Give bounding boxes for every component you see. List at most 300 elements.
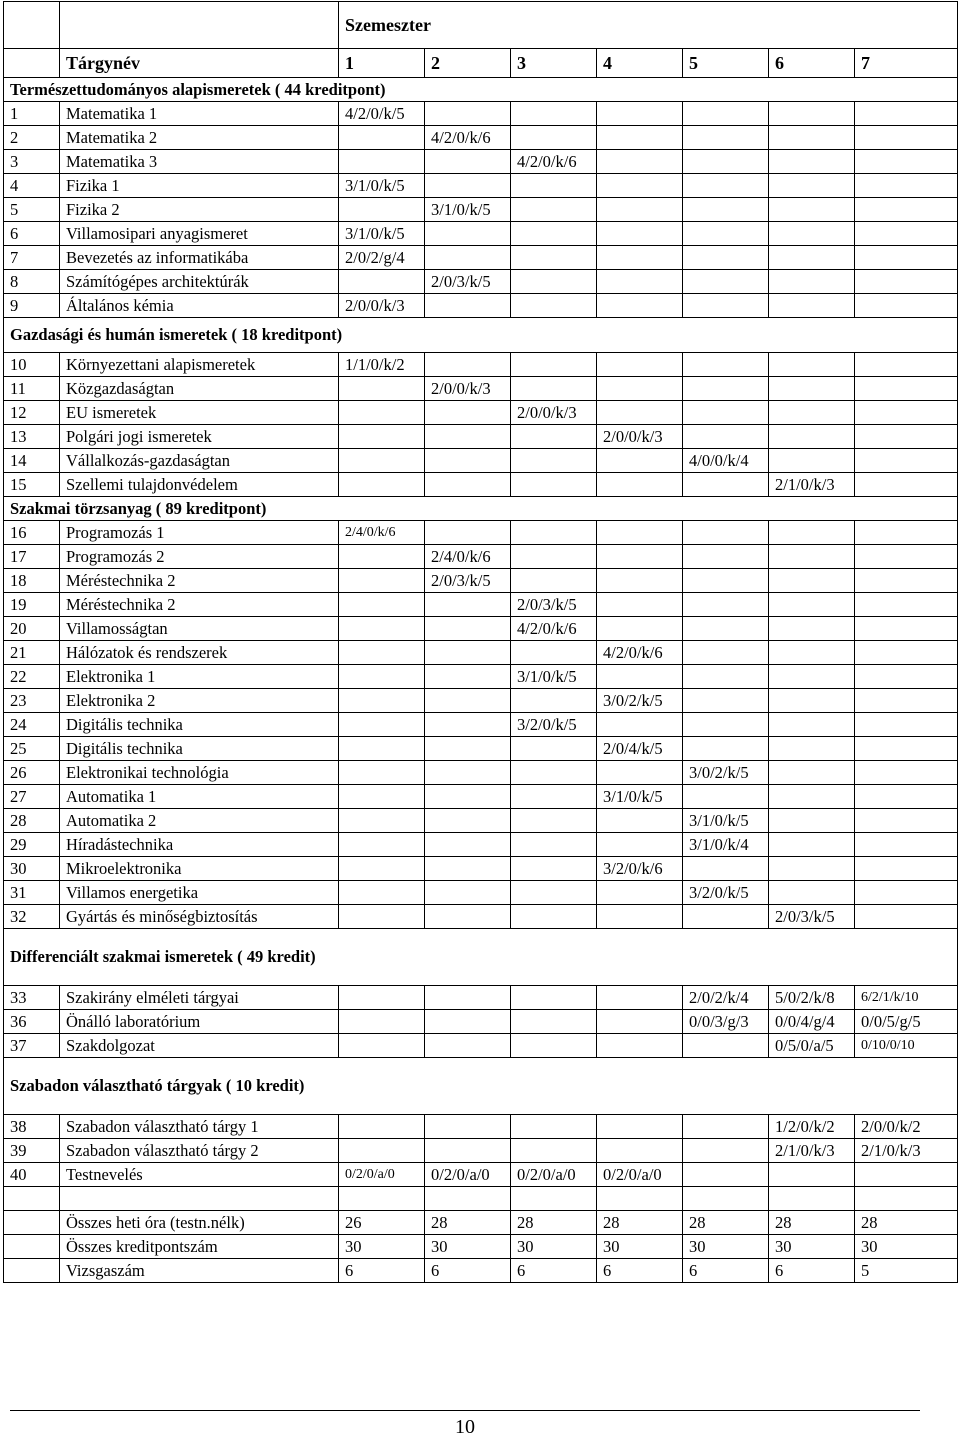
semester-7-cell — [855, 473, 958, 497]
semester-caption: Szemeszter — [339, 2, 958, 49]
semester-7-cell — [855, 737, 958, 761]
semester-1-cell — [339, 785, 425, 809]
semester-4-cell — [597, 377, 683, 401]
row-number: 9 — [4, 294, 60, 318]
totals-no-cell — [4, 1259, 60, 1283]
table-row — [4, 377, 958, 401]
semester-3-cell — [511, 986, 597, 1010]
semester-4-cell — [597, 833, 683, 857]
semester-4-cell — [597, 198, 683, 222]
totals-row — [4, 1259, 958, 1283]
semester-4-cell — [597, 809, 683, 833]
totals-semester-2-cell: 28 — [425, 1211, 511, 1235]
table-row — [4, 1115, 958, 1139]
semester-6-cell — [769, 689, 855, 713]
semester-1-cell — [339, 833, 425, 857]
table-row — [4, 986, 958, 1010]
subject-name: Automatika 2 — [60, 809, 339, 833]
semester-1-cell — [339, 761, 425, 785]
subject-name: Szabadon választható tárgy 2 — [60, 1139, 339, 1163]
row-number: 11 — [4, 377, 60, 401]
semester-3-cell: 3/1/0/k/5 — [511, 665, 597, 689]
row-number: 21 — [4, 641, 60, 665]
row-number: 24 — [4, 713, 60, 737]
totals-semester-2-cell: 30 — [425, 1235, 511, 1259]
header-row-semester — [4, 2, 958, 49]
semester-6-cell — [769, 449, 855, 473]
totals-semester-4-cell: 30 — [597, 1235, 683, 1259]
subject-name: Gyártás és minőségbiztosítás — [60, 905, 339, 929]
semester-1-cell — [339, 198, 425, 222]
row-number: 20 — [4, 617, 60, 641]
semester-4-cell — [597, 270, 683, 294]
semester-5-header: 5 — [683, 49, 769, 78]
semester-7-cell — [855, 761, 958, 785]
subject-name: Szellemi tulajdonvédelem — [60, 473, 339, 497]
semester-2-cell — [425, 809, 511, 833]
subject-name: Matematika 1 — [60, 102, 339, 126]
semester-6-cell — [769, 270, 855, 294]
row-number: 28 — [4, 809, 60, 833]
semester-7-cell — [855, 377, 958, 401]
semester-5-cell — [683, 294, 769, 318]
table-row — [4, 833, 958, 857]
semester-4-cell — [597, 593, 683, 617]
semester-2-cell — [425, 1034, 511, 1058]
row-number: 18 — [4, 569, 60, 593]
spacer-cell — [597, 1187, 683, 1211]
row-number: 5 — [4, 198, 60, 222]
semester-5-cell — [683, 1115, 769, 1139]
semester-7-cell — [855, 857, 958, 881]
semester-5-cell — [683, 905, 769, 929]
semester-3-cell — [511, 425, 597, 449]
semester-5-cell: 2/0/2/k/4 — [683, 986, 769, 1010]
semester-4-cell — [597, 521, 683, 545]
spacer-cell — [339, 1187, 425, 1211]
semester-3-cell — [511, 569, 597, 593]
semester-1-cell — [339, 1034, 425, 1058]
semester-4-cell — [597, 1139, 683, 1163]
semester-5-cell — [683, 473, 769, 497]
table-row — [4, 449, 958, 473]
semester-3-cell — [511, 353, 597, 377]
subject-name: Környezettani alapismeretek — [60, 353, 339, 377]
table-row — [4, 881, 958, 905]
semester-4-cell — [597, 126, 683, 150]
row-number: 36 — [4, 1010, 60, 1034]
semester-6-cell — [769, 809, 855, 833]
section-title: Természettudományos alapismeretek ( 44 kreditpont) — [4, 78, 958, 102]
semester-7-cell — [855, 665, 958, 689]
semester-5-cell — [683, 593, 769, 617]
semester-5-cell — [683, 713, 769, 737]
semester-6-cell — [769, 1163, 855, 1187]
semester-4-cell — [597, 569, 683, 593]
semester-5-cell: 3/2/0/k/5 — [683, 881, 769, 905]
semester-3-cell — [511, 449, 597, 473]
totals-semester-7-cell: 30 — [855, 1235, 958, 1259]
semester-3-cell: 3/2/0/k/5 — [511, 713, 597, 737]
subject-name: Fizika 1 — [60, 174, 339, 198]
semester-3-cell — [511, 809, 597, 833]
semester-6-cell — [769, 569, 855, 593]
subject-name: Önálló laboratórium — [60, 1010, 339, 1034]
semester-5-cell — [683, 174, 769, 198]
semester-5-cell — [683, 521, 769, 545]
semester-5-cell: 4/0/0/k/4 — [683, 449, 769, 473]
semester-4-cell — [597, 545, 683, 569]
semester-5-cell — [683, 785, 769, 809]
semester-1-cell — [339, 449, 425, 473]
semester-7-cell — [855, 833, 958, 857]
semester-2-cell — [425, 593, 511, 617]
semester-2-cell — [425, 246, 511, 270]
semester-5-cell — [683, 198, 769, 222]
semester-7-cell — [855, 174, 958, 198]
totals-no-cell — [4, 1211, 60, 1235]
table-row — [4, 761, 958, 785]
semester-3-cell — [511, 857, 597, 881]
semester-4-cell — [597, 881, 683, 905]
row-number: 22 — [4, 665, 60, 689]
table-row — [4, 174, 958, 198]
semester-6-cell — [769, 222, 855, 246]
semester-5-cell — [683, 617, 769, 641]
table-row — [4, 665, 958, 689]
semester-6-cell — [769, 150, 855, 174]
semester-2-cell — [425, 521, 511, 545]
row-number: 10 — [4, 353, 60, 377]
semester-1-cell: 3/1/0/k/5 — [339, 222, 425, 246]
semester-1-cell — [339, 986, 425, 1010]
semester-5-cell — [683, 689, 769, 713]
totals-semester-5-cell: 6 — [683, 1259, 769, 1283]
semester-2-cell — [425, 761, 511, 785]
table-row — [4, 785, 958, 809]
subject-name: Matematika 2 — [60, 126, 339, 150]
semester-7-cell — [855, 449, 958, 473]
semester-6-cell — [769, 857, 855, 881]
semester-2-cell — [425, 905, 511, 929]
row-number: 12 — [4, 401, 60, 425]
semester-3-cell — [511, 198, 597, 222]
footer-rule — [10, 1410, 920, 1411]
semester-3-cell — [511, 126, 597, 150]
semester-1-cell — [339, 1115, 425, 1139]
semester-6-cell — [769, 377, 855, 401]
semester-4-cell — [597, 905, 683, 929]
semester-4-cell — [597, 986, 683, 1010]
semester-4-cell — [597, 246, 683, 270]
semester-3-cell — [511, 102, 597, 126]
totals-semester-4-cell: 6 — [597, 1259, 683, 1283]
semester-2-cell — [425, 1010, 511, 1034]
semester-5-cell: 3/1/0/k/4 — [683, 833, 769, 857]
semester-3-cell: 2/0/3/k/5 — [511, 593, 597, 617]
spacer-cell — [769, 1187, 855, 1211]
spacer-cell — [4, 1187, 60, 1211]
row-number: 31 — [4, 881, 60, 905]
semester-1-cell — [339, 425, 425, 449]
semester-5-cell — [683, 401, 769, 425]
semester-4-cell — [597, 617, 683, 641]
semester-4-cell — [597, 174, 683, 198]
table-row — [4, 737, 958, 761]
subject-name: Mikroelektronika — [60, 857, 339, 881]
section-header-row — [4, 497, 958, 521]
semester-7-cell — [855, 785, 958, 809]
semester-2-cell — [425, 833, 511, 857]
totals-semester-6-cell: 6 — [769, 1259, 855, 1283]
subject-name: Hálózatok és rendszerek — [60, 641, 339, 665]
semester-2-cell: 2/0/0/k/3 — [425, 377, 511, 401]
subject-name: Híradástechnika — [60, 833, 339, 857]
semester-6-cell: 2/1/0/k/3 — [769, 473, 855, 497]
row-number: 2 — [4, 126, 60, 150]
semester-5-cell — [683, 102, 769, 126]
semester-7-cell — [855, 353, 958, 377]
semester-4-cell: 2/0/0/k/3 — [597, 425, 683, 449]
page-number: 10 — [455, 1416, 475, 1438]
semester-5-cell — [683, 377, 769, 401]
semester-1-cell: 2/0/2/g/4 — [339, 246, 425, 270]
semester-6-cell — [769, 246, 855, 270]
totals-semester-6-cell: 28 — [769, 1211, 855, 1235]
section-title: Differenciált szakmai ismeretek ( 49 kredit) — [4, 929, 958, 986]
semester-4-header: 4 — [597, 49, 683, 78]
semester-1-cell — [339, 270, 425, 294]
semester-2-cell — [425, 785, 511, 809]
row-number: 13 — [4, 425, 60, 449]
semester-7-cell — [855, 270, 958, 294]
semester-3-cell — [511, 1115, 597, 1139]
spacer-cell — [683, 1187, 769, 1211]
subject-name: Szakirány elméleti tárgyai — [60, 986, 339, 1010]
semester-5-cell — [683, 1139, 769, 1163]
table-row — [4, 617, 958, 641]
row-number: 6 — [4, 222, 60, 246]
table-row — [4, 593, 958, 617]
table-row — [4, 1163, 958, 1187]
semester-2-cell — [425, 425, 511, 449]
semester-6-cell — [769, 665, 855, 689]
table-row — [4, 198, 958, 222]
semester-7-cell — [855, 150, 958, 174]
semester-6-cell: 0/5/0/a/5 — [769, 1034, 855, 1058]
semester-1-cell — [339, 665, 425, 689]
semester-7-cell — [855, 126, 958, 150]
semester-1-cell — [339, 617, 425, 641]
semester-3-cell — [511, 377, 597, 401]
row-number: 26 — [4, 761, 60, 785]
table-row — [4, 1139, 958, 1163]
totals-semester-7-cell: 5 — [855, 1259, 958, 1283]
totals-semester-5-cell: 30 — [683, 1235, 769, 1259]
table-row — [4, 905, 958, 929]
totals-semester-5-cell: 28 — [683, 1211, 769, 1235]
semester-2-cell: 2/0/3/k/5 — [425, 569, 511, 593]
semester-4-cell — [597, 102, 683, 126]
semester-7-header: 7 — [855, 49, 958, 78]
semester-3-cell — [511, 833, 597, 857]
semester-4-cell — [597, 713, 683, 737]
semester-2-cell — [425, 881, 511, 905]
semester-6-cell — [769, 617, 855, 641]
subject-name: Elektronika 2 — [60, 689, 339, 713]
table-row — [4, 270, 958, 294]
semester-6-header: 6 — [769, 49, 855, 78]
subject-name: Villamosságtan — [60, 617, 339, 641]
semester-6-cell: 5/0/2/k/8 — [769, 986, 855, 1010]
semester-6-cell — [769, 102, 855, 126]
table-row — [4, 1034, 958, 1058]
semester-3-cell: 2/0/0/k/3 — [511, 401, 597, 425]
row-number: 4 — [4, 174, 60, 198]
semester-6-cell — [769, 174, 855, 198]
semester-3-cell: 4/2/0/k/6 — [511, 617, 597, 641]
spacer-row — [4, 1187, 958, 1211]
semester-5-cell: 3/0/2/k/5 — [683, 761, 769, 785]
semester-3-cell: 4/2/0/k/6 — [511, 150, 597, 174]
header-row-columns — [4, 49, 958, 78]
semester-6-cell — [769, 545, 855, 569]
totals-label: Összes heti óra (testn.nélk) — [60, 1211, 339, 1235]
subject-name: Villamos energetika — [60, 881, 339, 905]
table-row — [4, 473, 958, 497]
row-number: 25 — [4, 737, 60, 761]
semester-7-cell — [855, 294, 958, 318]
semester-1-cell — [339, 1010, 425, 1034]
semester-6-cell — [769, 521, 855, 545]
semester-1-cell — [339, 809, 425, 833]
semester-6-cell — [769, 425, 855, 449]
row-number: 14 — [4, 449, 60, 473]
semester-5-cell — [683, 270, 769, 294]
semester-2-cell — [425, 737, 511, 761]
semester-7-cell — [855, 1163, 958, 1187]
subject-name: Polgári jogi ismeretek — [60, 425, 339, 449]
semester-3-cell — [511, 1010, 597, 1034]
semester-5-cell: 0/0/3/g/3 — [683, 1010, 769, 1034]
row-number: 8 — [4, 270, 60, 294]
semester-4-cell: 2/0/4/k/5 — [597, 737, 683, 761]
semester-3-cell — [511, 473, 597, 497]
semester-2-cell — [425, 174, 511, 198]
semester-6-cell — [769, 294, 855, 318]
subject-name: Matematika 3 — [60, 150, 339, 174]
semester-7-cell — [855, 689, 958, 713]
row-number: 29 — [4, 833, 60, 857]
semester-6-cell — [769, 833, 855, 857]
subject-name: Villamosipari anyagismeret — [60, 222, 339, 246]
semester-7-cell — [855, 641, 958, 665]
semester-5-cell — [683, 246, 769, 270]
semester-4-cell: 3/1/0/k/5 — [597, 785, 683, 809]
semester-2-cell — [425, 617, 511, 641]
semester-2-cell — [425, 294, 511, 318]
semester-4-cell: 4/2/0/k/6 — [597, 641, 683, 665]
semester-4-cell — [597, 150, 683, 174]
semester-2-cell — [425, 222, 511, 246]
semester-3-cell — [511, 270, 597, 294]
table-row — [4, 353, 958, 377]
semester-2-cell: 2/0/3/k/5 — [425, 270, 511, 294]
semester-1-cell — [339, 857, 425, 881]
semester-2-cell — [425, 641, 511, 665]
totals-semester-1-cell: 26 — [339, 1211, 425, 1235]
table-row — [4, 713, 958, 737]
semester-1-cell — [339, 1139, 425, 1163]
semester-6-cell — [769, 126, 855, 150]
row-number: 32 — [4, 905, 60, 929]
semester-4-cell — [597, 401, 683, 425]
semester-6-cell: 2/0/3/k/5 — [769, 905, 855, 929]
subject-name: Programozás 1 — [60, 521, 339, 545]
table-row — [4, 150, 958, 174]
row-number: 40 — [4, 1163, 60, 1187]
totals-semester-1-cell: 6 — [339, 1259, 425, 1283]
subject-name: Vállalkozás-gazdaságtan — [60, 449, 339, 473]
table-row — [4, 294, 958, 318]
semester-1-cell — [339, 377, 425, 401]
totals-label: Összes kreditpontszám — [60, 1235, 339, 1259]
totals-no-cell — [4, 1235, 60, 1259]
row-number: 30 — [4, 857, 60, 881]
semester-2-cell: 4/2/0/k/6 — [425, 126, 511, 150]
semester-3-cell — [511, 737, 597, 761]
semester-2-cell — [425, 401, 511, 425]
row-number: 3 — [4, 150, 60, 174]
subject-name: Digitális technika — [60, 737, 339, 761]
semester-7-cell — [855, 617, 958, 641]
semester-7-cell: 0/10/0/10 — [855, 1034, 958, 1058]
semester-7-cell — [855, 401, 958, 425]
subject-name: Számítógépes architektúrák — [60, 270, 339, 294]
semester-4-cell — [597, 353, 683, 377]
row-number: 7 — [4, 246, 60, 270]
semester-7-cell — [855, 593, 958, 617]
table-row — [4, 521, 958, 545]
semester-2-cell — [425, 102, 511, 126]
semester-2-cell: 2/4/0/k/6 — [425, 545, 511, 569]
semester-3-cell — [511, 1034, 597, 1058]
subject-name: Automatika 1 — [60, 785, 339, 809]
semester-3-cell — [511, 222, 597, 246]
semester-3-cell — [511, 905, 597, 929]
semester-7-cell — [855, 222, 958, 246]
semester-7-cell — [855, 809, 958, 833]
semester-7-cell — [855, 102, 958, 126]
spacer-cell — [511, 1187, 597, 1211]
semester-2-cell — [425, 986, 511, 1010]
totals-semester-3-cell: 28 — [511, 1211, 597, 1235]
spacer-cell — [60, 1187, 339, 1211]
row-number: 17 — [4, 545, 60, 569]
semester-5-cell — [683, 126, 769, 150]
semester-3-cell — [511, 761, 597, 785]
semester-5-cell — [683, 1163, 769, 1187]
semester-3-cell — [511, 545, 597, 569]
semester-7-cell — [855, 246, 958, 270]
semester-2-cell — [425, 713, 511, 737]
semester-6-cell — [769, 737, 855, 761]
semester-7-cell — [855, 425, 958, 449]
semester-5-cell: 3/1/0/k/5 — [683, 809, 769, 833]
semester-4-cell — [597, 761, 683, 785]
section-header-row — [4, 1058, 958, 1115]
semester-4-cell: 3/2/0/k/6 — [597, 857, 683, 881]
